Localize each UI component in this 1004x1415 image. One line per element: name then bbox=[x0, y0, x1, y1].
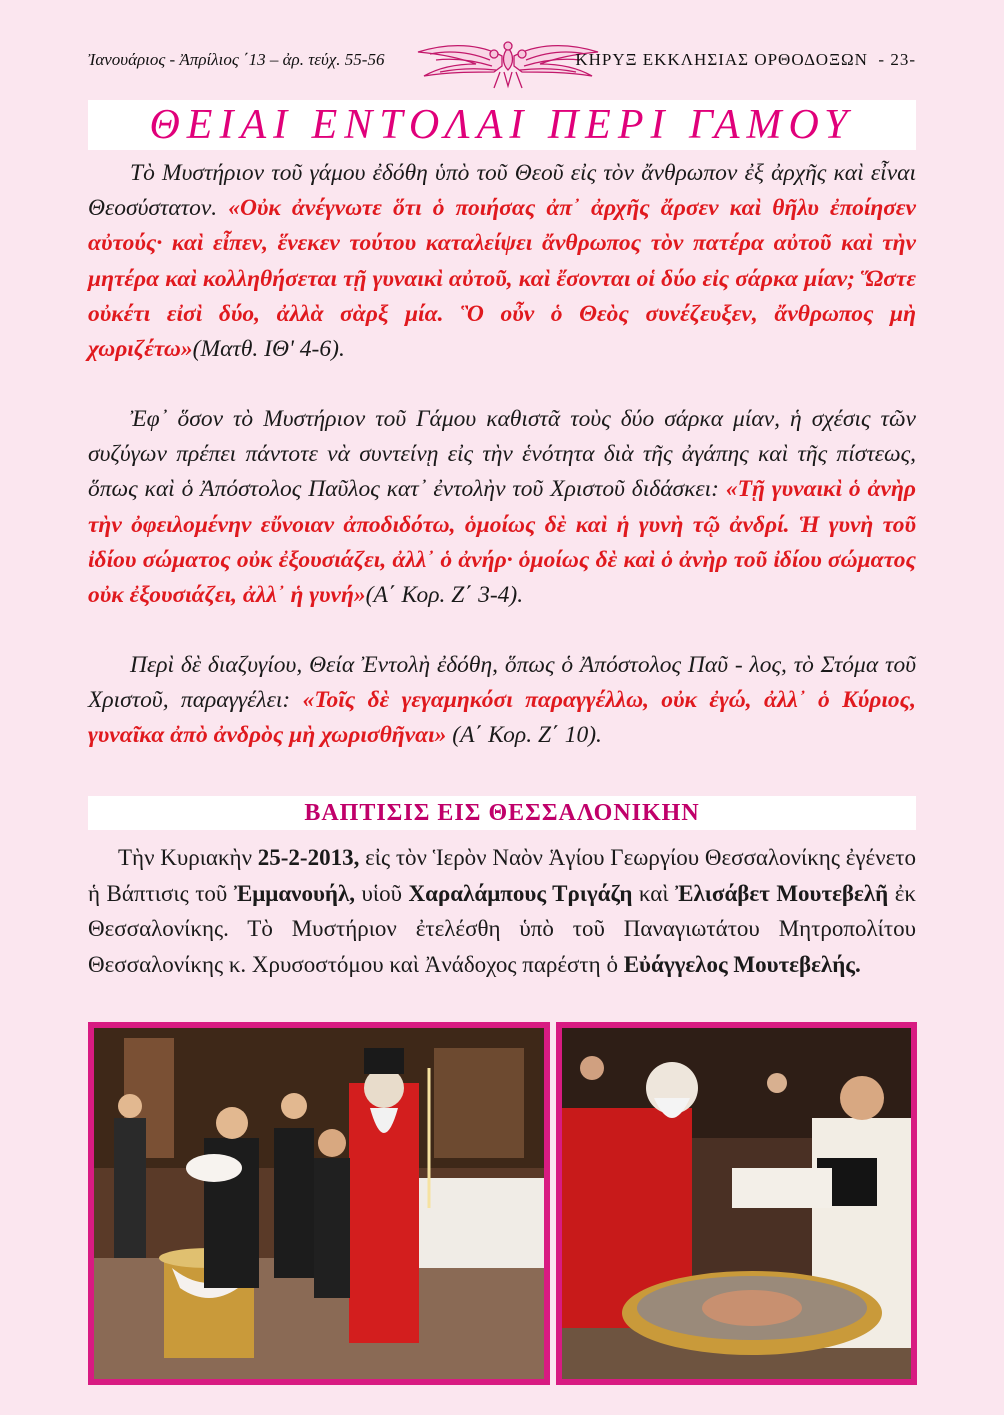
church-scene-image bbox=[94, 1028, 544, 1379]
mother-name: Ἐλισάβετ Μουτεβελῆ bbox=[675, 880, 889, 906]
article-paragraph-1: Τὸ Μυστήριον τοῦ γάμου ἐδόθη ὑπὸ τοῦ Θεοῦ εἰς τὸν ἄνθρωπον ἐξ ἀρχῆς καὶ εἶναι Θεοσύστατον. «Οὐκ ἀνέγνωτε ὅτι ὁ ποιήσας ἀπ᾽ ἀρχῆς ἄρσεν καὶ θῆλυ ἐποίησεν αὐτούς· καὶ εἶπεν, ἕνεκεν τούτου καταλείψει ἄνθρωπος τὸν πατέρα αὐτοῦ καὶ τὴν μητέρα καὶ κολληθήσεται τῇ γυναικὶ αὐτοῦ, καὶ ἔσονται οἱ δύο εἰς σάρκα μίαν; Ὥστε οὐκέτι εἰσὶ δύο, ἀλλὰ σὰρξ μία. Ὃ οὖν ὁ Θεὸς συνέζευξεν, ἄνθρωπος μὴ χωριζέτω»(Ματθ. ΙΘ' 4-6). bbox=[88, 160, 916, 363]
article-paragraph-3: Περὶ δὲ διαζυγίου, Θεία Ἐντολὴ ἐδόθη, ὅπως ὁ Ἀπόστολος Παῦ - λος, τὸ Στόμα τοῦ Χριστοῦ, παραγγέλει: «Τοῖς δὲ γεγαμηκόσι παραγγέλλω, οὐκ ἐγώ, ἀλλ᾽ ὁ Κύριος, γυναῖκα ἀπὸ ἀνδρὸς μὴ χωρισθῆναι» (Α΄ Κορ. Ζ΄ 10). bbox=[88, 652, 917, 749]
scripture-reference: (Α΄ Κορ. Ζ΄ 3-4). bbox=[365, 582, 524, 609]
page-header bbox=[88, 38, 916, 92]
scripture-quote: «Τοῖς δὲ γεγαμηκόσι παραγγέλλω, οὐκ ἐγώ, ἀλλ᾽ ὁ Κύριος, γυναῖκα ἀπὸ ἀνδρὸς μὴ χωρισθῆναι» bbox=[88, 687, 917, 749]
article-title-bar bbox=[88, 100, 916, 150]
father-name: Χαραλάμπους Τριγάζη bbox=[408, 880, 633, 906]
baptism-font-image bbox=[562, 1028, 911, 1379]
section-title-bar bbox=[88, 796, 916, 830]
issue-info: Ἰανουάριος - Ἀπρίλιος ΄13 – ἀρ. τεύχ. 55-56 bbox=[88, 50, 385, 69]
child-name: Ἐμμανουήλ, bbox=[233, 880, 356, 906]
article-title: ΘΕΙΑΙ ΕΝΤΟΛΑΙ ΠΕΡΙ ΓΑΜΟΥ bbox=[149, 102, 855, 148]
baptism-photo-1 bbox=[88, 1022, 550, 1385]
section-title: ΒΑΠΤΙΣΙΣ ΕΙΣ ΘΕΣΣΑΛΟΝΙΚΗΝ bbox=[304, 799, 700, 826]
scripture-reference: (Α΄ Κορ. Ζ΄ 10). bbox=[446, 722, 602, 749]
scripture-quote: «Οὐκ ἀνέγνωτε ὅτι ὁ ποιήσας ἀπ᾽ ἀρχῆς ἄρσεν καὶ θῆλυ ἐποίησεν αὐτούς· καὶ εἶπεν, ἕνεκεν τούτου καταλείψει ἄνθρωπος τὸν πατέρα αὐτοῦ καὶ τὴν μητέρα καὶ κολληθήσεται τῇ γυναικὶ αὐτοῦ, καὶ ἔσονται οἱ δύο εἰς σάρκα μίαν; Ὥστε οὐκέτι εἰσὶ δύο, ἀλλὰ σὰρξ μία. Ὃ οὖν ὁ Θεὸς συνέζευξεν, ἄνθρωπος μὴ χωριζέτω» bbox=[88, 195, 916, 363]
scripture-reference: (Ματθ. ΙΘ' 4-6). bbox=[192, 336, 345, 363]
page-number: - 23- bbox=[878, 50, 916, 69]
date: 25-2-2013, bbox=[257, 845, 360, 870]
article-paragraph-2: Ἐφ᾽ ὅσον τὸ Μυστήριον τοῦ Γάμου καθιστᾶ τοὺς δύο σάρκα μίαν, ἡ σχέσις τῶν συζύγων πρέπει πάντοτε νὰ συντείνῃ εἰς τὴν ἑνότητα διὰ τῆς ἀγάπης καὶ τῆς πίστεως, ὅπως καὶ ὁ Ἀπόστολος Παῦλος κατ᾽ ἐντολὴν τοῦ Χριστοῦ διδάσκει: «Τῇ γυναικὶ ὁ ἀνὴρ τὴν ὀφειλομένην εὔνοιαν ἀποδιδότω, ὁμοίως δὲ καὶ ἡ γυνὴ τῷ ἀνδρί. Ἡ γυνὴ τοῦ ἰδίου σώματος οὐκ ἐξουσιάζει, ἀλλ᾽ ὁ ἀνήρ· ὁμοίως δὲ καὶ ὁ ἀνὴρ τοῦ ἰδίου σώματος οὐκ ἐξουσιάζει, ἀλλ᾽ ἡ γυνή»(Α΄ Κορ. Ζ΄ 3-4). bbox=[88, 406, 916, 609]
godfather-name: Εὐάγγελος Μουτεβελής. bbox=[623, 951, 861, 977]
journal-name: ΚΗΡΥΞ ΕΚΚΛΗΣΙΑΣ ΟΡΘΟΔΟΞΩΝ - 23- bbox=[575, 50, 916, 69]
scripture-quote: «Τῇ γυναικὶ ὁ ἀνὴρ τὴν ὀφειλομένην εὔνοιαν ἀποδιδότω, ὁμοίως δὲ καὶ ἡ γυνὴ τῷ ἀνδρί. Ἡ γυνὴ τοῦ ἰδίου σώματος οὐκ ἐξουσιάζει, ἀλλ᾽ ὁ ἀνήρ· ὁμοίως δὲ καὶ ὁ ἀνὴρ τοῦ ἰδίου σώματος οὐκ ἐξουσιάζει, ἀλλ᾽ ἡ γυνή» bbox=[88, 476, 916, 609]
baptism-photo-2 bbox=[556, 1022, 917, 1385]
baptism-paragraph: Τὴν Κυριακὴν 25-2-2013, εἰς τὸν Ἱερὸν Ναὸν Ἁγίου Γεωργίου Θεσσαλονίκης ἐγένετο ἡ Βάπτισις τοῦ Ἐμμανουήλ, υἱοῦ Χαραλάμπους Τριγάζη καὶ Ἐλισάβετ Μουτεβελῆ ἐκ Θεσσαλονίκης. Τὸ Μυστήριον ἐτελέσθη ὑπὸ τοῦ Παναγιωτάτου Μητροπολίτου Θεσσαλονίκης κ. Χρυσοστόμου καὶ Ἀνάδοχος παρέστη ὁ Εὐάγγελος Μουτεβελής. bbox=[88, 845, 916, 977]
